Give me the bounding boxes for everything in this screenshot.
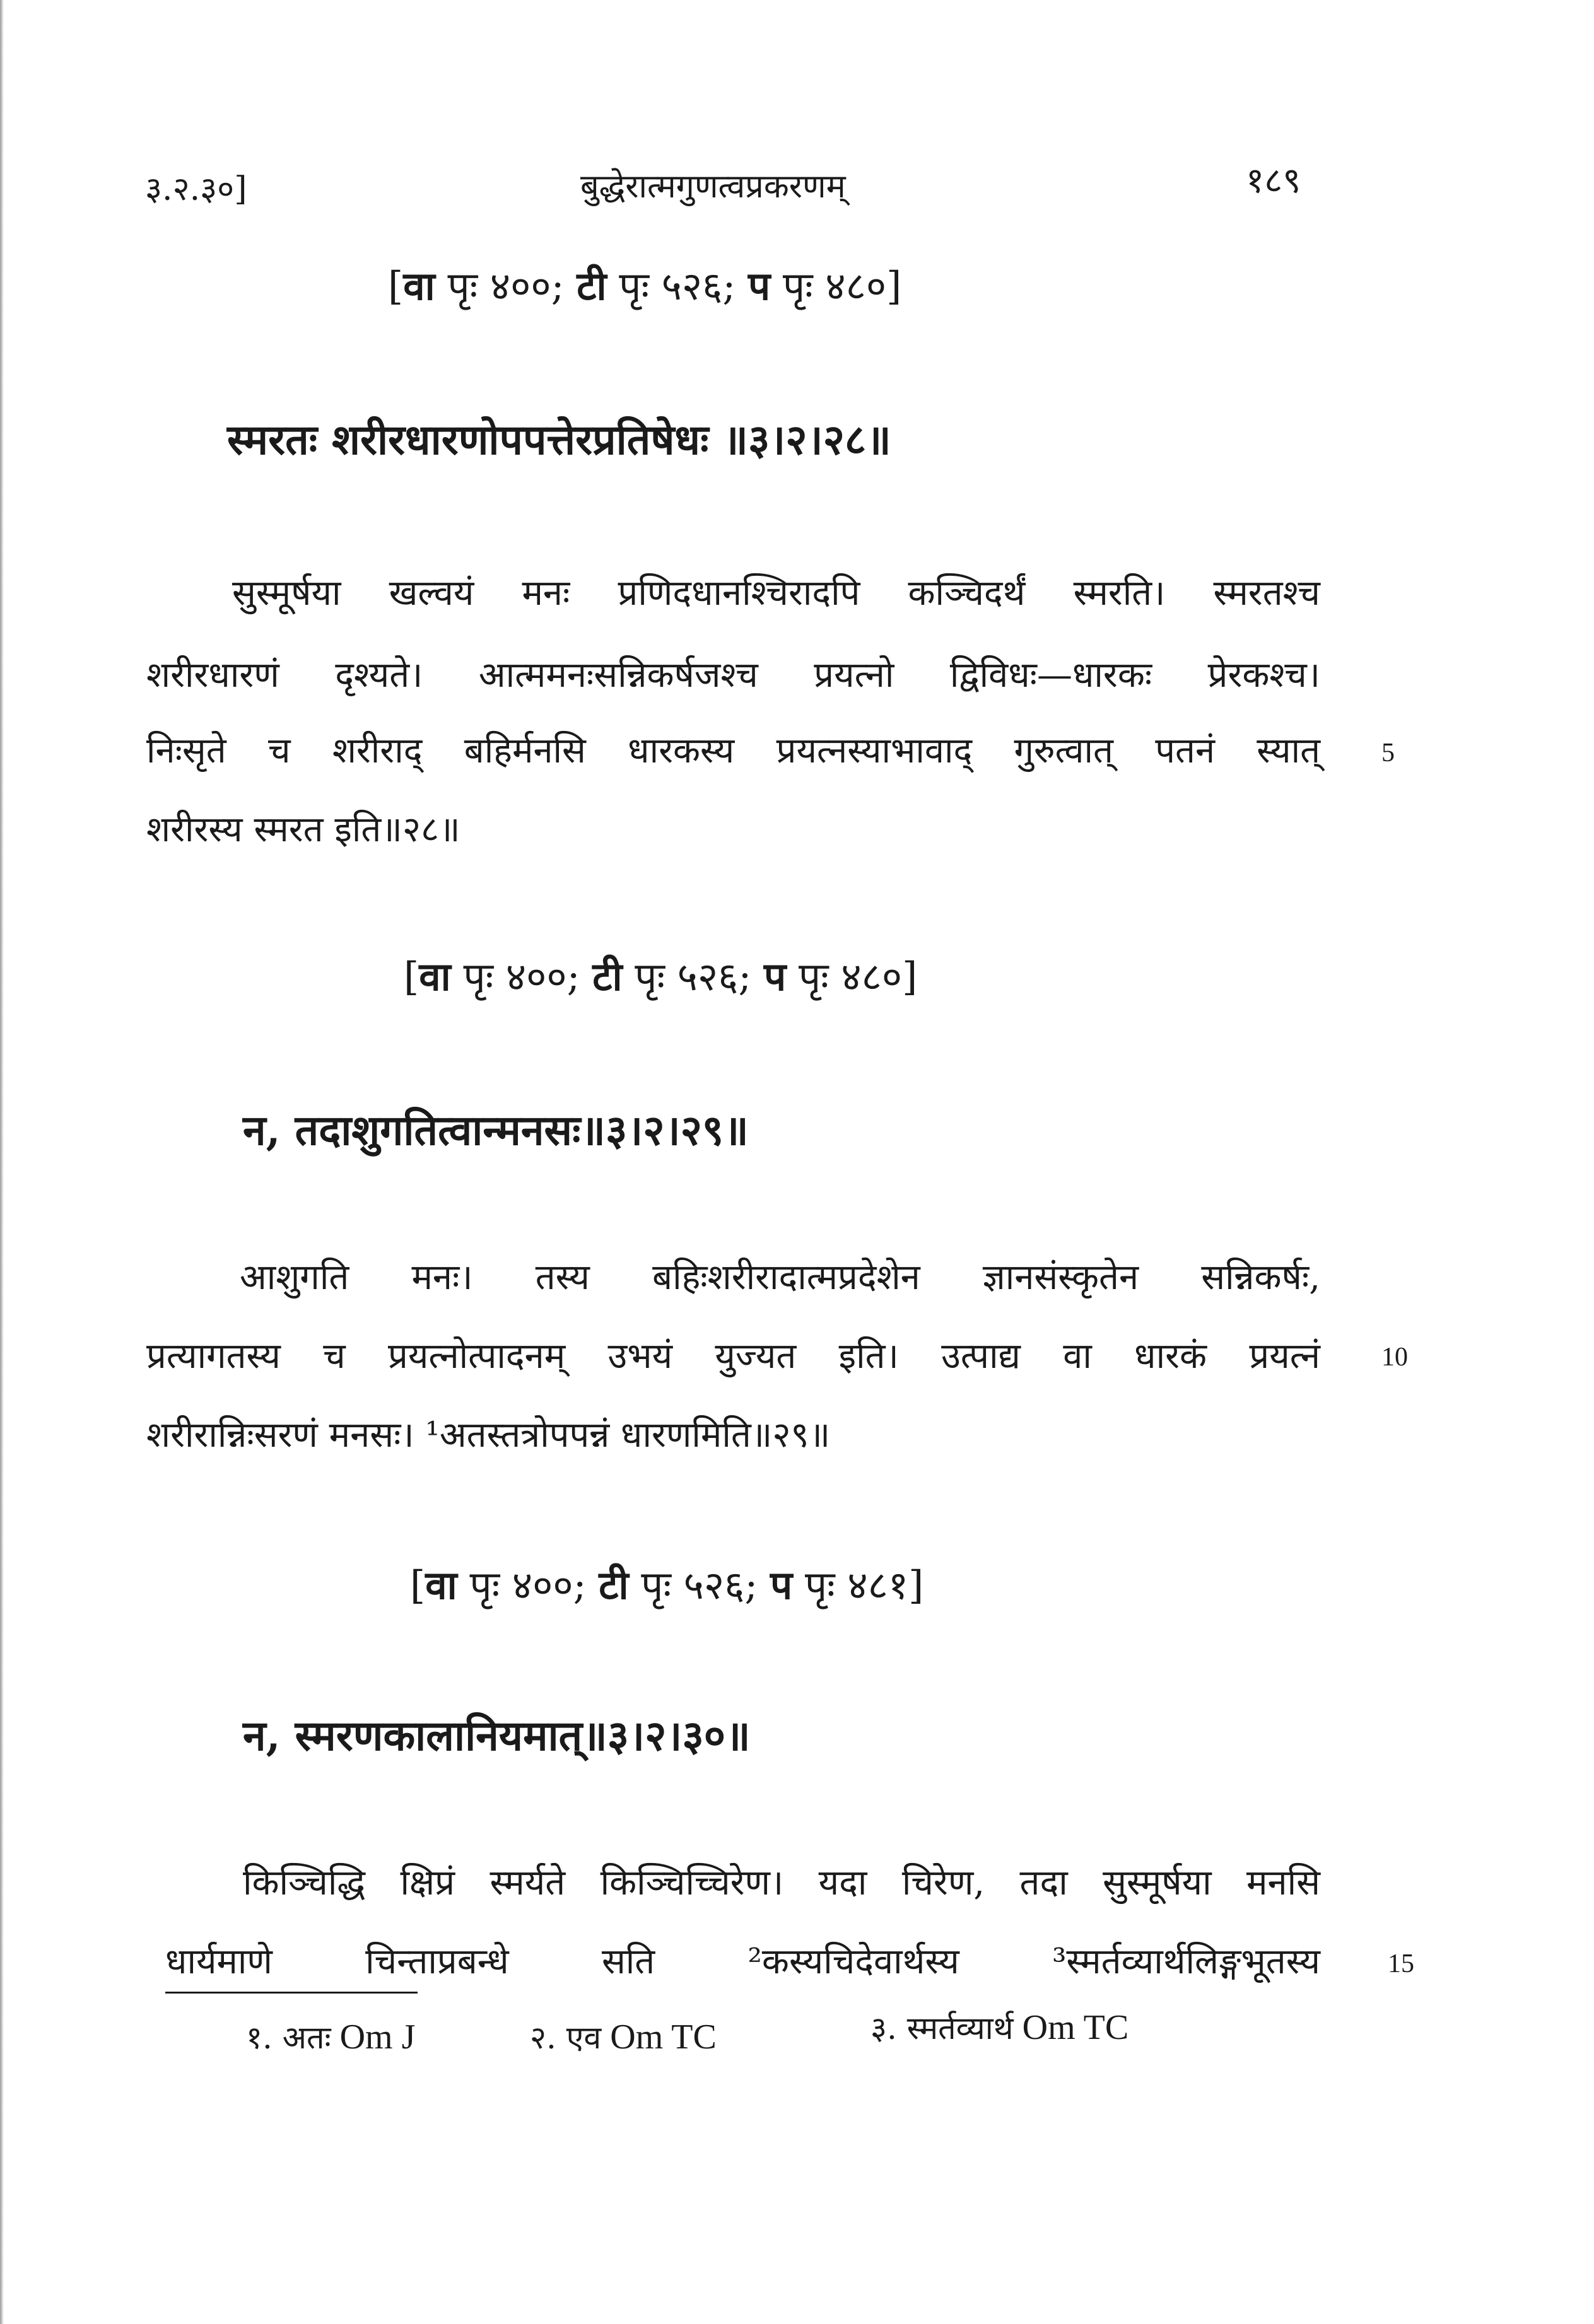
line-number-10: 10 [1381, 1343, 1408, 1372]
ref-va-page: पृः ४००; [457, 1562, 599, 1608]
footnote-3-text: Om TC [1013, 2008, 1129, 2047]
sutra-29-heading: न, तदाशुगतित्वान्मनसः॥३।२।२९॥ [243, 1106, 749, 1155]
line-number-15: 15 [1388, 1949, 1414, 1978]
ref-va: वा [425, 1562, 457, 1608]
ref-pa: प [764, 954, 787, 1000]
ref-va: वा [419, 954, 451, 1000]
ref-pa-page: पृः ४८०] [770, 263, 902, 309]
comm29-line-2: प्रत्यागतस्य च प्रयत्नोत्पादनम् उभयं युज्यत इति। उत्पाद्य वा धारकं प्रयत्नं [146, 1336, 1320, 1377]
ref-pa: प [770, 1562, 793, 1608]
line-number-5: 5 [1381, 739, 1395, 768]
reference-line-1 [388, 259, 901, 312]
reference-line-3 [410, 1558, 923, 1611]
page-number: १८९ [1246, 160, 1301, 201]
comm30-line-1: किञ्चिद्धि क्षिप्रं स्मर्यते किञ्चिच्चिरेण। यदा चिरेण, तदा सुस्मूर्षया मनसि [243, 1862, 1320, 1903]
ref-va-page: पृः ४००; [450, 954, 593, 1000]
footnote-1-marker: १. अतः [246, 2019, 331, 2056]
footnote-2 [530, 2015, 717, 2058]
ref-open: [ [410, 1562, 426, 1608]
comm28-line-4: शरीरस्य स्मरत इति॥२८॥ [146, 809, 460, 850]
ref-ti: टी [577, 263, 607, 309]
ref-va-page: पृः ४००; [435, 263, 577, 309]
comm30-line-2: धार्यमाणे चिन्ताप्रबन्धे सति ²कस्यचिदेवार्थस्य ³स्मर्तव्यार्थलिङ्गभूतस्य [165, 1941, 1320, 1982]
ref-pa: प [748, 263, 771, 309]
ref-ti: टी [599, 1562, 629, 1608]
footnote-rule [165, 1992, 418, 1994]
reference-line-2 [404, 949, 917, 1002]
page-edge-shadow [0, 0, 4, 2324]
sutra-28-heading: स्मरतः शरीरधारणोपपत्तेरप्रतिषेधः ॥३।२।२८॥ [227, 415, 891, 464]
ref-pa-page: पृः ४८१] [792, 1562, 924, 1608]
ref-pa-page: पृः ४८०] [786, 954, 918, 1000]
ref-ti-page: पृः ५२६; [628, 1562, 771, 1608]
comm29-line-3: शरीरान्निःसरणं मनसः। ¹अतस्तत्रोपपन्नं धारणमिति॥२९॥ [146, 1415, 831, 1456]
footnote-1-text: Om J [331, 2017, 416, 2057]
ref-ti: टी [592, 954, 623, 1000]
running-header-title: बुद्धेरात्मगुणत्वप्रकरणम् [580, 168, 846, 206]
comm28-line-2: शरीरधारणं दृश्यते। आत्ममनःसन्निकर्षजश्च प्रयत्नो द्विविधः—धारकः प्रेरकश्च। [146, 655, 1320, 696]
ref-open: [ [404, 954, 419, 1000]
running-header-section-ref: ३.२.३०] [145, 170, 247, 208]
ref-va: वा [403, 263, 435, 309]
footnote-2-marker: २. एव [530, 2019, 602, 2056]
footnote-2-text: Om TC [601, 2017, 717, 2057]
comm29-line-1: आशुगति मनः। तस्य बहिःशरीरादात्मप्रदेशेन ज्ञानसंस्कृतेन सन्निकर्षः, [240, 1257, 1320, 1298]
ref-ti-page: पृः ५२६; [622, 954, 765, 1000]
comm28-line-1: सुस्मूर्षया खल्वयं मनः प्रणिदधानश्चिरादपि कञ्चिदर्थं स्मरति। स्मरतश्च [232, 573, 1320, 614]
footnote-1 [246, 2015, 415, 2058]
footnote-3 [870, 2006, 1128, 2048]
footnote-3-marker: ३. स्मर्तव्यार्थ [870, 2010, 1014, 2047]
ref-open: [ [388, 263, 404, 309]
comm28-line-3: निःसृते च शरीराद् बहिर्मनसि धारकस्य प्रयत्नस्याभावाद् गुरुत्वात् पतनं स्यात् [146, 730, 1320, 771]
ref-ti-page: पृः ५२६; [606, 263, 749, 309]
sutra-30-heading: न, स्मरणकालानियमात्॥३।२।३०॥ [243, 1711, 751, 1760]
